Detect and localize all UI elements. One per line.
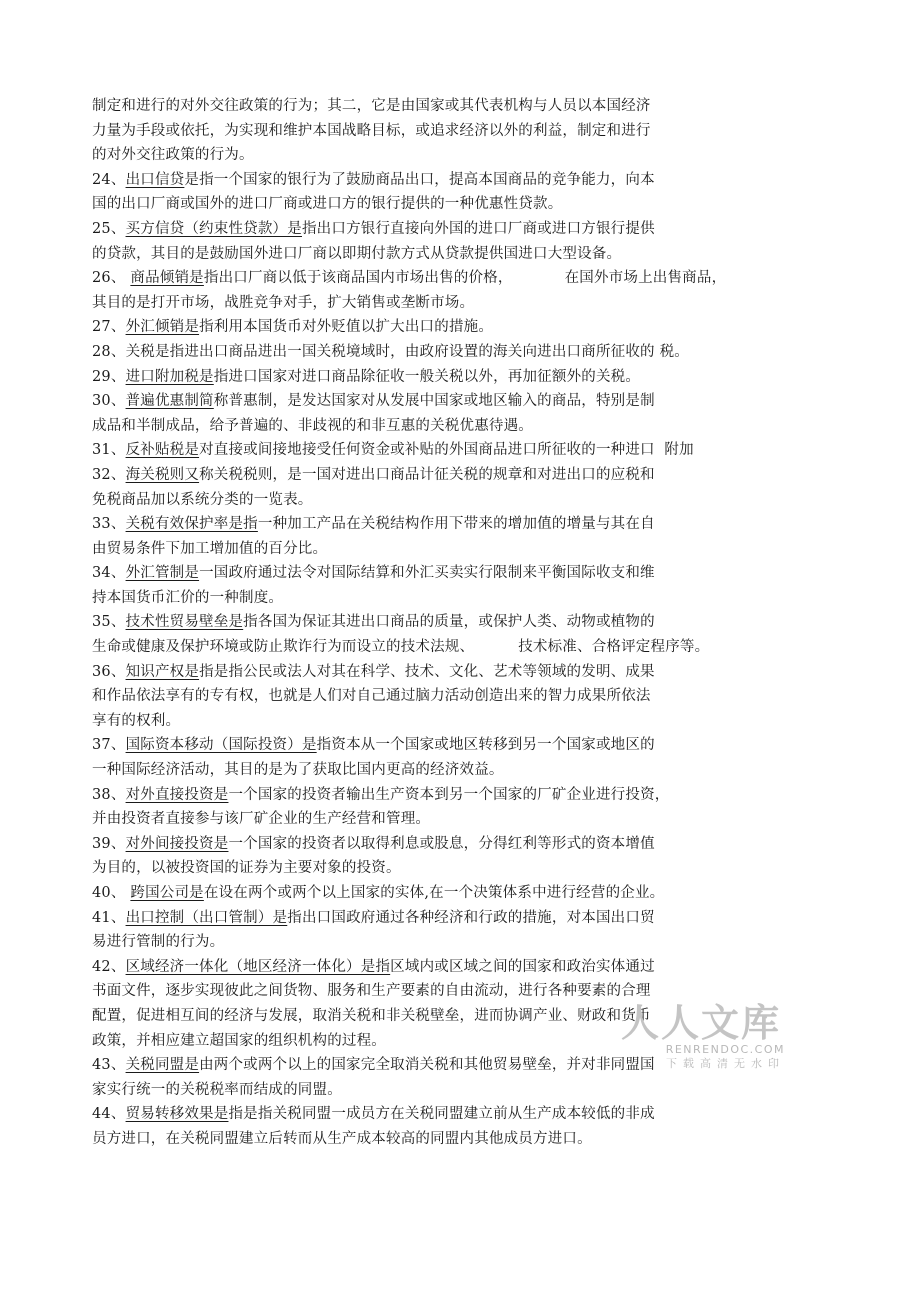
- entry-number: 24、: [92, 171, 126, 188]
- entry-term: 关税有效保护率是指: [125, 516, 258, 533]
- entry-definition: 指利用本国货币对外贬值以扩大出口的措施。: [199, 319, 494, 336]
- text-line: 由贸易条件下加工增加值的百分比。: [92, 540, 328, 557]
- entry-term: 关税同盟是: [125, 1057, 200, 1074]
- entry-29: [92, 365, 792, 390]
- watermark-logo: 人人文库: [620, 1001, 781, 1045]
- entry-definition: 称普惠制，是发达国家对从发展中国家或地区输入的商品，特别是制: [213, 393, 655, 410]
- text-line: 的贷款，其目的是鼓励国外进口厂商以即期付款方式从贷款提供国进口大型设备。: [92, 245, 622, 262]
- entry-number: 32、: [92, 466, 126, 483]
- entry-term: 外汇倾销是: [125, 319, 200, 336]
- text-line: 制定和进行的对外交往政策的行为；其二，它是由国家或其代表机构与人员以本国经济: [92, 98, 651, 114]
- text-line: 并由投资者直接参与该厂矿企业的生产经营和管理。: [92, 811, 431, 828]
- entry-definition: 指是指关税同盟一成员方在关税同盟建立前从生产成本较低的非成: [228, 1106, 655, 1123]
- text-line: 易进行管制的行为。: [92, 934, 225, 951]
- entry-number: 26、: [92, 270, 131, 287]
- entry-31: [92, 438, 792, 463]
- entry-definition: 指各国为保证其进出口商品的质量，或保护人类、动物或植物的: [243, 614, 655, 631]
- entry-number: 31、: [92, 442, 126, 459]
- entry-number: 28、: [92, 343, 126, 360]
- text-line: 力量为手段或依托，为实现和维护本国战略目标，或追求经济以外的利益，制定和进行: [92, 122, 651, 139]
- entry-number: 44、: [92, 1106, 126, 1123]
- entry-term: 技术性贸易壁垒是: [125, 614, 244, 631]
- entry-30: [92, 389, 792, 414]
- text-line: 享有的权利。: [92, 712, 181, 729]
- entry-number: 39、: [92, 835, 126, 852]
- entry-definition: 指出口方银行直接向外国的进口厂商或进口方银行提供: [301, 220, 655, 237]
- entry-definition: 指资本从一个国家或地区转移到另一个国家或地区的: [316, 737, 655, 754]
- entry-number: 41、: [92, 909, 126, 926]
- entry-definition: 关税是指进出口商品进出一国关税境域时，由政府设置的海关向进出口商所征收的 税。: [125, 343, 689, 360]
- entry-term: 跨国公司是: [130, 885, 204, 901]
- text-line: 免税商品加以系统分类的一览表。: [92, 491, 313, 508]
- entry-term: 海关税则又: [125, 466, 200, 483]
- document-page: [92, 94, 792, 1152]
- text-line: [92, 635, 792, 660]
- entry-number: 36、: [92, 663, 126, 680]
- entry-number: 33、: [92, 516, 126, 533]
- entry-term: 区域经济一体化（地区经济一体化）是指: [125, 958, 391, 975]
- entry-term: 买方信贷（约束性贷款）是: [125, 220, 302, 237]
- entry-25: [92, 217, 792, 242]
- entry-40: [92, 881, 792, 906]
- entry-number: 27、: [92, 319, 126, 336]
- text-line: 和作品依法享有的专有权，也就是人们对自己通过脑力活动创造出来的智力成果所依法: [92, 688, 651, 705]
- text-line: 国的出口厂商或国外的进口厂商或进口方的银行提供的一种优惠性贷款。: [92, 196, 563, 213]
- text-line: 持本国货币汇价的一种制度。: [92, 589, 284, 606]
- text-line: 书面文件，逐步实现彼此之间货物、服务和生产要素的自由流动，进行各种要素的合理: [92, 983, 651, 1000]
- entry-27: [92, 315, 792, 340]
- entry-36: [92, 660, 792, 685]
- entry-definition: 对直接或间接地接受任何资金或补贴的外国商品进口所征收的一种进口 附加: [199, 442, 694, 459]
- entry-definition: 是指一个国家的银行为了鼓励商品出口，提高本国商品的竞争能力，向本: [184, 171, 655, 188]
- text-line: 其目的是打开市场，战胜竞争对手，扩大销售或垄断市场。: [92, 294, 475, 311]
- entry-definition: 指出口国政府通过各种经济和行政的措施，对本国出口贸: [287, 909, 655, 926]
- entry-35: [92, 610, 792, 635]
- entry-definition: 在设在两个或两个以上国家的实体,在一个决策体系中进行经营的企业。: [203, 885, 665, 901]
- entry-term: 普遍优惠制简: [125, 393, 214, 410]
- entry-number: 30、: [92, 393, 126, 410]
- entry-number: 42、: [92, 958, 126, 975]
- watermark-domain: RENRENDOC.COM: [665, 1043, 785, 1056]
- text-line: 的对外交往政策的行为。: [92, 147, 254, 164]
- entry-term: 贸易转移效果是: [125, 1106, 229, 1123]
- entry-term: 对外直接投资是: [125, 786, 229, 803]
- entry-number: 25、: [92, 220, 126, 237]
- entry-number: 35、: [92, 614, 126, 631]
- entry-term: 出口控制（出口管制）是: [125, 909, 288, 926]
- entry-definition: 指是指公民或法人对其在科学、技术、文化、艺术等领域的发明、成果: [199, 663, 655, 680]
- entry-definition: 称关税税则，是一国对进出口商品计征关税的规章和对进出口的应税和: [199, 466, 655, 483]
- entry-definition: 区域内或区域之间的国家和政治实体通过: [390, 958, 655, 975]
- entry-number: 40、: [92, 885, 131, 901]
- entry-definition: 一种加工产品在关税结构作用下带来的增加值的增量与其在自: [257, 516, 655, 533]
- entry-definition: 一国政府通过法令对国际结算和外汇买卖实行限制来平衡国际收支和维: [199, 565, 655, 582]
- entry-term: 进口附加税是: [125, 368, 214, 385]
- entry-number: 34、: [92, 565, 126, 582]
- entry-43: [92, 1053, 792, 1078]
- entry-44: [92, 1102, 792, 1127]
- entry-definition-tail: 在国外市场上出售商品，: [564, 270, 727, 287]
- entry-definition: 一个国家的投资者输出生产资本到另一个国家的厂矿企业进行投资，: [228, 786, 670, 803]
- entry-term: 对外间接投资是: [125, 835, 229, 852]
- entry-definition: 由两个或两个以上的国家完全取消关税和其他贸易壁垒，并对非同盟国: [199, 1057, 655, 1074]
- entry-26: [92, 266, 792, 291]
- entry-definition: 指进口国家对进口商品除征收一般关税以外，再加征额外的关税。: [213, 368, 641, 385]
- text-segment: 生命或健康及保护环境或防止欺诈行为而设立的技术法规、: [92, 639, 475, 656]
- entry-41: [92, 906, 792, 931]
- text-line: 配置，促进相互间的经济与发展，取消关税和非关税壁垒，进而协调产业、财政和货币: [92, 1007, 651, 1024]
- entry-term: 国际资本移动（国际投资）是: [125, 737, 317, 754]
- entry-definition: 指出口厂商以低于该商品国内市场出售的价格，: [203, 270, 513, 287]
- entry-term: 知识产权是: [125, 663, 200, 680]
- entry-term: 反补贴税是: [125, 442, 200, 459]
- entry-definition: 一个国家的投资者以取得利息或股息，分得红利等形式的资本增值: [228, 835, 655, 852]
- entry-37: [92, 733, 792, 758]
- entry-42: [92, 955, 792, 980]
- entry-number: 38、: [92, 786, 126, 803]
- entry-24: [92, 168, 792, 193]
- entry-39: [92, 832, 792, 857]
- watermark-slogan: 下载高清无水印: [666, 1057, 785, 1070]
- text-segment: 技术标准、合格评定程序等。: [518, 639, 710, 656]
- text-line: 为目的，以被投资国的证券为主要对象的投资。: [92, 860, 401, 877]
- text-line: 一种国际经济活动，其目的是为了获取比国内更高的经济效益。: [92, 762, 504, 779]
- entry-33: [92, 512, 792, 537]
- text-line: 政策，并相应建立超国家的组织机构的过程。: [92, 1032, 386, 1049]
- text-line: 成品和半制成品，给予普遍的、非歧视的和非互惠的关税优惠待遇。: [92, 417, 533, 434]
- entry-38: [92, 783, 792, 808]
- entry-28: [92, 340, 792, 365]
- text-line: 家实行统一的关税税率而结成的同盟。: [92, 1081, 342, 1098]
- entry-number: 29、: [92, 368, 126, 385]
- entry-number: 43、: [92, 1057, 126, 1074]
- entry-number: 37、: [92, 737, 126, 754]
- entry-32: [92, 463, 792, 488]
- entry-34: [92, 561, 792, 586]
- entry-term: 出口信贷: [125, 171, 185, 188]
- entry-term: 外汇管制是: [125, 565, 200, 582]
- text-line: 员方进口，在关税同盟建立后转而从生产成本较高的同盟内其他成员方进口。: [92, 1130, 592, 1147]
- entry-term: 商品倾销是: [130, 270, 204, 287]
